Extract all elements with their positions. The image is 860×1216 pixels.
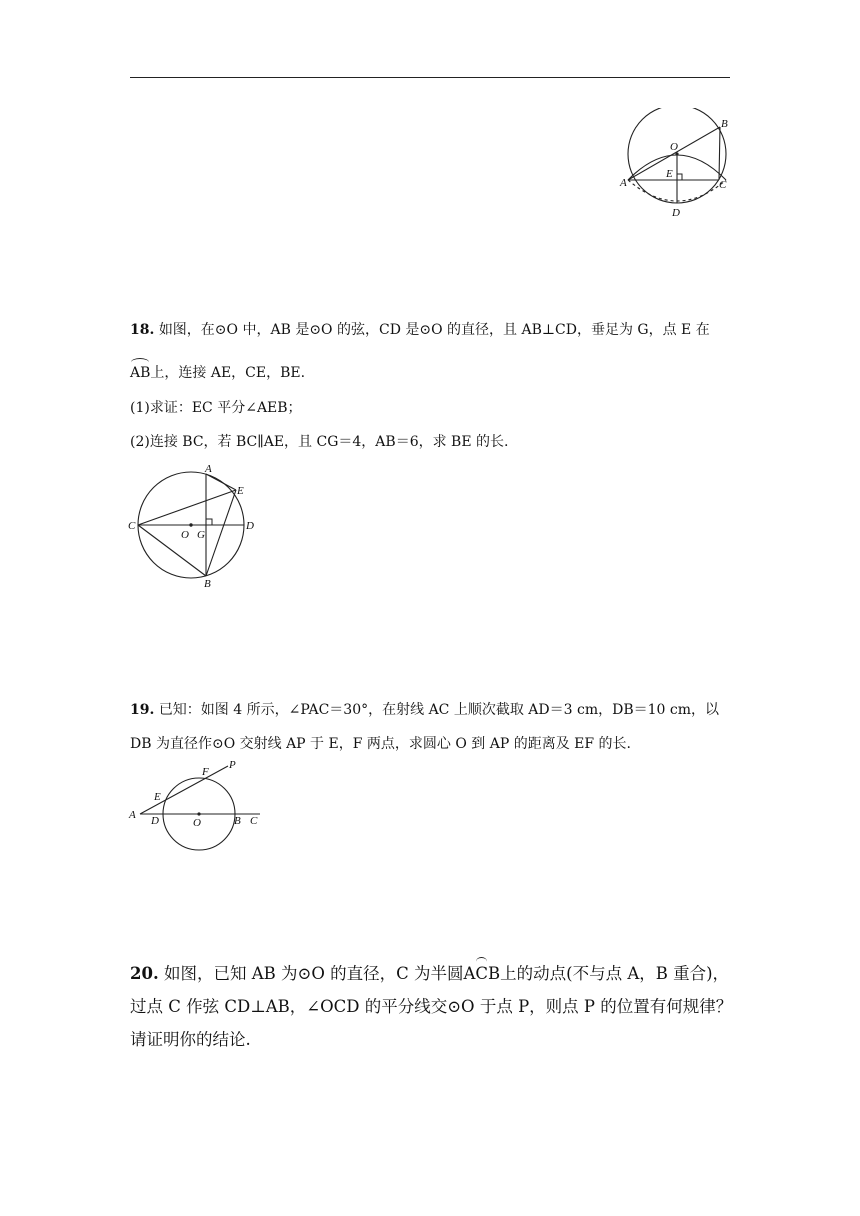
label-a: A (205, 463, 212, 475)
label-o: O (670, 141, 678, 153)
q19-number: 19. (130, 702, 155, 718)
q20-line1 (130, 962, 729, 986)
q20-line3: 请证明你的结论. (130, 1030, 251, 1049)
center-dot (197, 812, 200, 815)
q20-number: 20. (130, 964, 159, 983)
label-c: C (128, 520, 136, 532)
label-p: P (229, 759, 236, 771)
label-e: E (237, 485, 244, 497)
q19-line2: DB 为直径作⊙O 交射线 AP 于 E，F 两点，求圆心 O 到 AP 的距离及 EF 的长. (130, 736, 631, 752)
label-g: G (197, 529, 205, 541)
q18-part1: (1)求证：EC 平分∠AEB； (130, 400, 302, 416)
q18-arc-ab: AB (130, 365, 151, 381)
q18-line2 (130, 363, 305, 383)
label-e: E (666, 168, 673, 180)
q18-line1 (130, 320, 710, 340)
ray-ap (140, 766, 228, 814)
label-f: F (202, 766, 209, 778)
right-angle-mark (677, 174, 682, 180)
q20-text-line1a: 如图，已知 AB 为⊙O 的直径，C 为半圆 (163, 964, 464, 983)
q18-part2: (2)连接 BC，若 BC∥AE，且 CG＝4，AB＝6，求 BE 的长. (130, 434, 509, 450)
q20-text-line1b: 上的动点(不与点 A，B 重合)， (500, 964, 730, 983)
label-c: C (719, 179, 727, 191)
figure-q18 (125, 460, 265, 590)
q19-text-line1: 已知：如图 4 所示，∠PAC＝30°，在射线 AC 上顺次截取 AD＝3 cm，DB＝10 cm，以 (158, 702, 719, 718)
figure-circle-top (615, 108, 740, 220)
label-b: B (721, 118, 728, 130)
segment-ce (138, 490, 236, 525)
label-c: C (250, 815, 258, 827)
q20-arc-b: B (488, 964, 501, 983)
segment-cb (138, 525, 206, 576)
label-a: A (129, 809, 136, 821)
segment-bc (719, 127, 720, 180)
segment-be (206, 490, 236, 576)
figure-q19 (125, 755, 265, 855)
center-dot (189, 523, 192, 526)
q18-text-line2: 上，连接 AE，CE，BE. (150, 365, 306, 381)
right-angle-mark (206, 519, 212, 525)
label-b: B (204, 578, 211, 590)
label-o: O (181, 529, 189, 541)
q20-line2: 过点 C 作弦 CD⊥AB，∠OCD 的平分线交⊙O 于点 P，则点 P 的位置有何规律？ (130, 997, 733, 1016)
label-o: O (193, 817, 201, 829)
q20-arc-a: A (463, 964, 476, 983)
label-d: D (151, 815, 159, 827)
label-d: D (246, 520, 254, 532)
label-b: B (234, 815, 241, 827)
header-rule (130, 77, 730, 78)
label-e: E (154, 791, 161, 803)
label-d: D (672, 207, 680, 219)
q20-arc-c: C (475, 962, 488, 986)
segment-ab (628, 127, 720, 180)
label-a: A (620, 177, 627, 189)
segment-ae (206, 474, 236, 490)
q18-text-line1: 如图，在⊙O 中，AB 是⊙O 的弦，CD 是⊙O 的直径，且 AB⊥CD，垂足为 G，点 E 在 (158, 322, 710, 338)
q18-number: 18. (130, 322, 155, 338)
q19-line1 (130, 700, 719, 720)
